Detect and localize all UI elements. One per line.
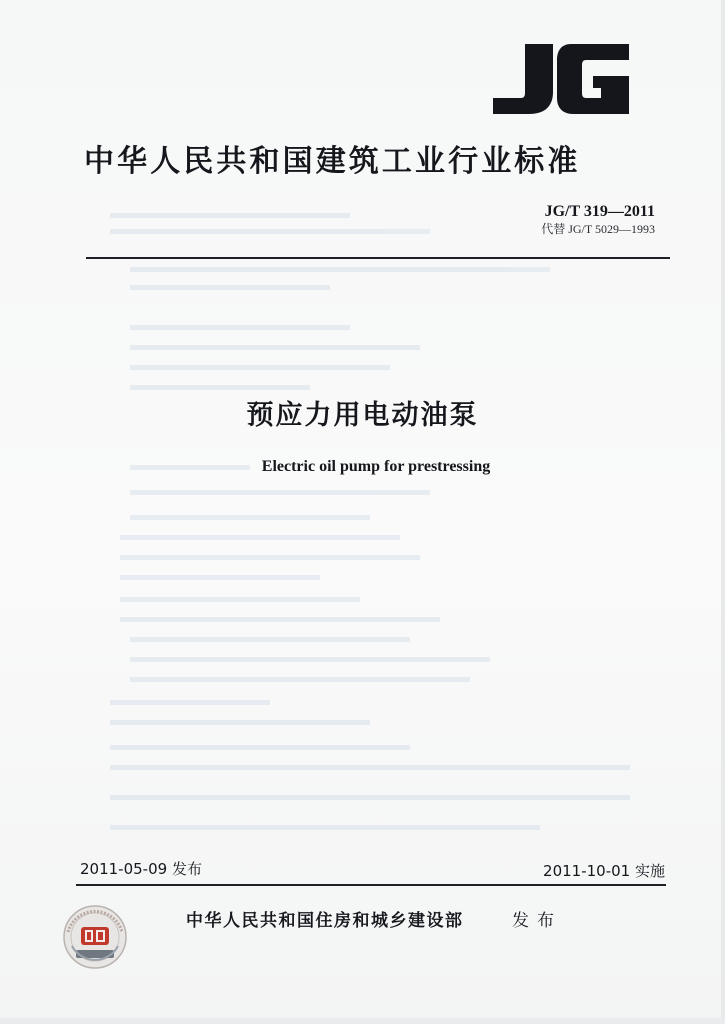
replaced-standard: 代替 JG/T 5029—1993 bbox=[541, 222, 655, 236]
publish-label: 发布 bbox=[512, 911, 562, 931]
header-divider bbox=[86, 257, 670, 259]
implementation-date: 2011-10-01 实施 bbox=[543, 862, 665, 880]
standard-number: JG/T 319—2011 bbox=[544, 203, 655, 220]
publisher-name: 中华人民共和国住房和城乡建设部 bbox=[186, 911, 464, 931]
page-edge bbox=[721, 0, 725, 1024]
agency-title: 中华人民共和国建筑工业行业标准 bbox=[84, 144, 581, 179]
bleed-through-lines bbox=[110, 205, 670, 845]
footer-divider bbox=[76, 884, 666, 886]
issue-date: 2011-05-09 发布 bbox=[80, 860, 202, 878]
document-title-chinese: 预应力用电动油泵 bbox=[246, 400, 479, 431]
publisher-seal-icon bbox=[62, 904, 128, 970]
page-edge-bottom bbox=[0, 1018, 725, 1024]
jg-logo bbox=[491, 44, 631, 114]
document-title-english: Electric oil pump for prestressing bbox=[261, 458, 491, 475]
standard-id-block bbox=[541, 203, 655, 237]
